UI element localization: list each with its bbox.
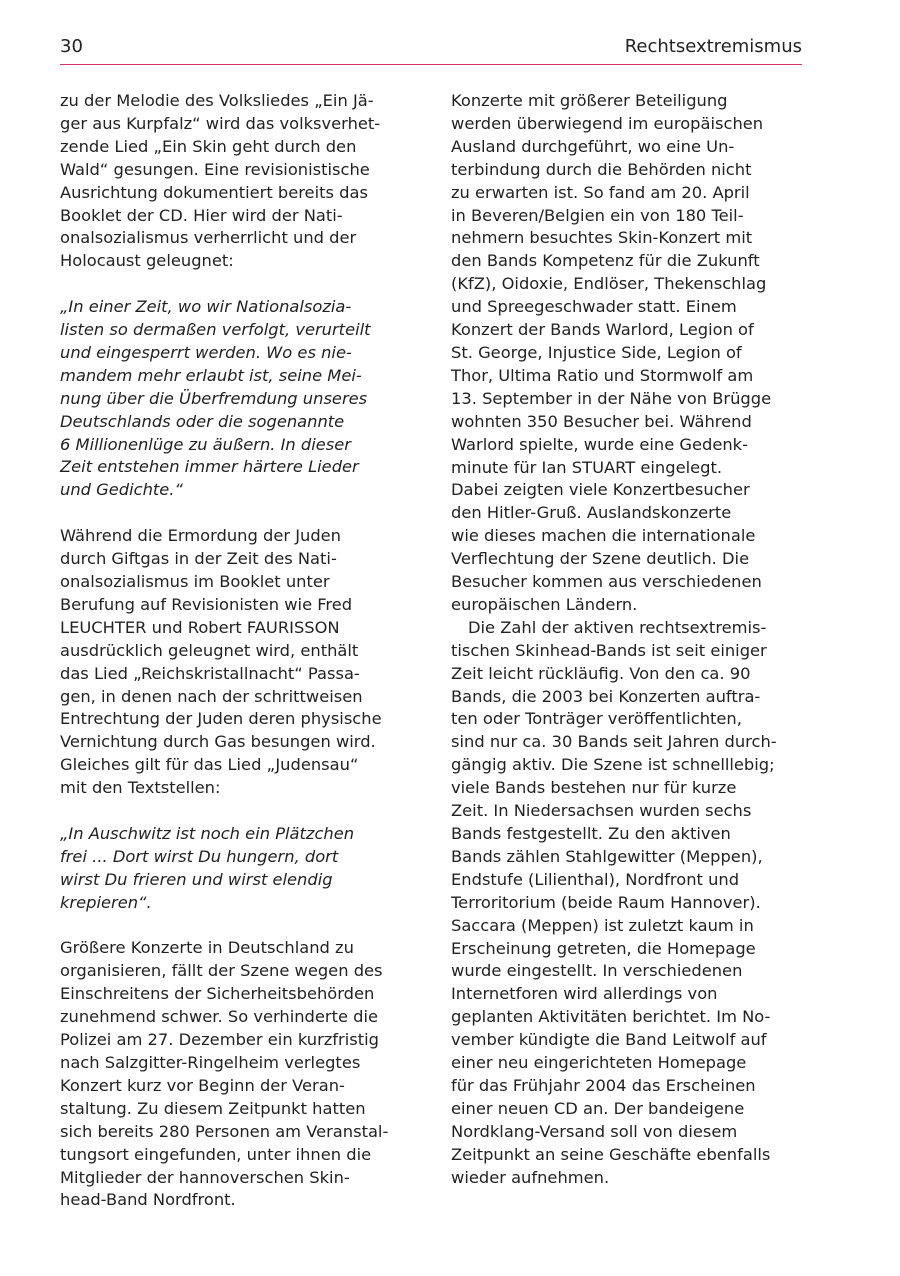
text-line: Dabei zeigten viele Konzertbesucher: [451, 480, 750, 500]
text-line: das Lied „Reichskristallnacht“ Passa-: [60, 663, 360, 683]
text-line: Erscheinung getreten, die Homepage: [451, 938, 756, 958]
text-line: einer neu eingerichteten Homepage: [451, 1053, 747, 1073]
text-line: Größere Konzerte in Deutschland zu: [60, 938, 354, 958]
paragraph: [60, 90, 415, 273]
paragraph: [451, 617, 803, 1190]
text-line: ausdrücklich geleugnet wird, enthält: [60, 640, 359, 660]
text-line: den Hitler-Gruß. Auslandskonzerte: [451, 503, 732, 523]
text-line: europäischen Ländern.: [451, 594, 638, 614]
text-line: Ausrichtung dokumentiert bereits das: [60, 182, 368, 202]
text-line: geplanten Aktivitäten berichtet. Im No-: [451, 1007, 771, 1027]
text-line: Deutschlands oder die sogenannte: [60, 411, 345, 431]
text-line: nung über die Überfremdung unseres: [60, 388, 368, 408]
text-line: Bands festgestellt. Zu den aktiven: [451, 824, 731, 843]
text-line: viele Bands bestehen nur für kurze: [451, 778, 737, 798]
text-line: Thor, Ultima Ratio und Stormwolf am: [451, 365, 754, 385]
text-line: listen so dermaßen verfolgt, verurteilt: [60, 320, 371, 340]
text-line: für das Frühjahr 2004 das Erscheinen: [451, 1075, 756, 1095]
text-line: Bands zählen Stahlgewitter (Meppen),: [451, 846, 763, 866]
paragraph: [60, 937, 415, 1212]
text-line: staltung. Zu diesem Zeitpunkt hatten: [60, 1098, 366, 1118]
text-line: Internetforen wird allerdings von: [451, 984, 718, 1004]
text-line: Ausland durchgeführt, wo eine Un-: [451, 136, 735, 156]
text-line: onalsozialismus verherrlicht und der: [60, 228, 357, 248]
text-line: wieder aufnehmen.: [451, 1167, 610, 1187]
text-line: „In Auschwitz ist noch ein Plätzchen: [60, 823, 355, 843]
text-line: minute für Ian STUART eingelegt.: [451, 457, 723, 477]
text-line: Zeitpunkt an seine Geschäfte ebenfalls: [451, 1144, 771, 1164]
text-line: Bands, die 2003 bei Konzerten auftra-: [451, 686, 761, 706]
text-line: zende Lied „Ein Skin geht durch den: [60, 136, 357, 156]
text-line: und Spreegeschwader statt. Einem: [451, 297, 737, 317]
page-header: [60, 34, 802, 65]
right-column: [451, 90, 803, 1190]
text-line: Besucher kommen aus verschiedenen: [451, 572, 762, 592]
text-line: Saccara (Meppen) ist zuletzt kaum in: [451, 915, 754, 935]
paragraph: [451, 90, 803, 617]
text-line: Konzert kurz vor Beginn der Veran-: [60, 1075, 345, 1095]
text-line: wirst Du frieren und wirst elendig: [60, 869, 333, 889]
text-line: mit den Textstellen:: [60, 778, 221, 798]
text-line: wie dieses machen die internationale: [451, 526, 756, 546]
text-line: Warlord spielte, wurde eine Gedenk-: [451, 434, 748, 454]
text-line: 6 Millionenlüge zu äußern. In dieser: [60, 434, 351, 454]
text-line: zu erwarten ist. So fand am 20. April: [451, 182, 750, 202]
text-line: gängig aktiv. Die Szene ist schnelllebig;: [451, 755, 775, 775]
text-line: 13. September in der Nähe von Brügge: [451, 388, 772, 408]
text-line: LEUCHTER und Robert FAURISSON: [60, 617, 340, 637]
text-line: Zeit. In Niedersachsen wurden sechs: [451, 801, 752, 821]
text-line: in Beveren/Belgien ein von 180 Teil-: [451, 205, 744, 225]
text-line: Nordklang-Versand soll von diesem: [451, 1121, 738, 1141]
text-line: gen, in denen nach der schrittweisen: [60, 686, 363, 706]
text-line: Konzert der Bands Warlord, Legion of: [451, 320, 754, 340]
text-line: (KfZ), Oidoxie, Endlöser, Thekenschlag: [451, 274, 767, 294]
text-line: Holocaust geleugnet:: [60, 251, 234, 271]
text-line: ten oder Tonträger veröffentlichten,: [451, 709, 742, 729]
text-line: tischen Skinhead-Bands ist seit einiger: [451, 640, 767, 660]
text-line: Mitglieder der hannoverschen Skin-: [60, 1167, 350, 1187]
text-line: vember kündigte die Band Leitwolf auf: [451, 1030, 767, 1050]
text-line: Zeit leicht rückläufig. Von den ca. 90: [451, 663, 751, 683]
text-line: nach Salzgitter-Ringelheim verlegtes: [60, 1053, 361, 1072]
text-line: Vernichtung durch Gas besungen wird.: [60, 732, 376, 752]
text-line: Gleiches gilt für das Lied „Judensau“: [60, 755, 359, 775]
text-line: head-Band Nordfront.: [60, 1190, 236, 1210]
running-title: Rechtsextremismus: [624, 36, 802, 57]
text-line: onalsozialismus im Booklet unter: [60, 572, 330, 591]
text-line: Einschreitens der Sicherheitsbehörden: [60, 984, 375, 1004]
page-number: 30: [60, 36, 83, 57]
text-line: organisieren, fällt der Szene wegen des: [60, 961, 383, 981]
text-line: Verflechtung der Szene deutlich. Die: [451, 549, 750, 569]
text-line: wurde eingestellt. In verschiedenen: [451, 961, 743, 981]
text-line: terbindung durch die Behörden nicht: [451, 159, 752, 179]
text-line: wohnten 350 Besucher bei. Während: [451, 411, 752, 431]
text-line: ger aus Kurpfalz“ wird das volksverhet-: [60, 113, 381, 133]
text-line: tungsort eingefunden, unter ihnen die: [60, 1144, 372, 1164]
text-line: Endstufe (Lilienthal), Nordfront und: [451, 869, 740, 889]
text-line: frei ... Dort wirst Du hungern, dort: [60, 846, 339, 866]
text-line: und Gedichte.“: [60, 480, 183, 500]
text-line: Booklet der CD. Hier wird der Nati-: [60, 205, 343, 225]
text-line: Während die Ermordung der Juden: [60, 526, 342, 546]
text-line: St. George, Injustice Side, Legion of: [451, 342, 742, 362]
text-line: Konzerte mit größerer Beteiligung: [451, 91, 728, 110]
text-line: zu der Melodie des Volksliedes „Ein Jä-: [60, 91, 374, 110]
text-line: Wald“ gesungen. Eine revisionistische: [60, 159, 370, 179]
text-line: Polizei am 27. Dezember ein kurzfristig: [60, 1030, 379, 1050]
text-line: nehmern besuchtes Skin-Konzert mit: [451, 228, 753, 248]
text-line: Entrechtung der Juden deren physische: [60, 709, 382, 729]
text-line: werden überwiegend im europäischen: [451, 113, 764, 133]
text-line: sich bereits 280 Personen am Veranstal-: [60, 1121, 389, 1141]
text-line: den Bands Kompetenz für die Zukunft: [451, 251, 760, 271]
block-quote: [60, 296, 415, 502]
text-line: sind nur ca. 30 Bands seit Jahren durch-: [451, 732, 777, 752]
text-line: einer neuen CD an. Der bandeigene: [451, 1098, 745, 1118]
text-line: Zeit entstehen immer härtere Lieder: [60, 457, 359, 477]
text-line: „In einer Zeit, wo wir Nationalsozia-: [60, 297, 352, 317]
text-line: Terroritorium (beide Raum Hannover).: [451, 892, 761, 912]
text-line: mandem mehr erlaubt ist, seine Mei-: [60, 365, 362, 385]
text-line: Berufung auf Revisionisten wie Fred: [60, 594, 353, 614]
text-line: durch Giftgas in der Zeit des Nati-: [60, 549, 337, 569]
text-line: und eingesperrt werden. Wo es nie-: [60, 342, 352, 362]
block-quote: [60, 823, 415, 915]
left-column: [60, 90, 415, 1212]
paragraph: [60, 525, 415, 800]
text-line: Die Zahl der aktiven rechtsextremis-: [468, 617, 767, 637]
text-line: zunehmend schwer. So verhinderte die: [60, 1007, 379, 1027]
text-line: krepieren“.: [60, 892, 152, 912]
